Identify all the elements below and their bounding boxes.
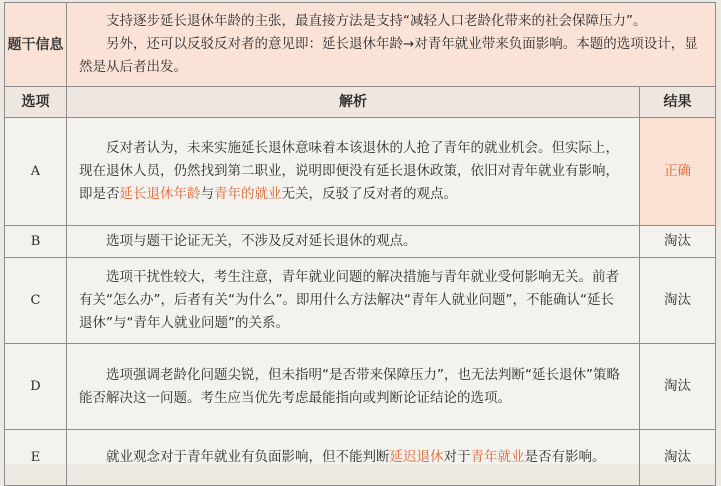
highlight-text: 青年的就业 — [214, 186, 282, 202]
highlight-text: 青年就业 — [470, 449, 525, 465]
stem-paragraph: 支持逐步延长退休年龄的主张，最直接方法是支持“减轻人口老龄化带来的社会保障压力”。 — [106, 13, 647, 29]
table-row — [5, 226, 716, 258]
analysis-cell — [67, 344, 640, 430]
analysis-text: 对于 — [443, 449, 471, 465]
header-result: 结果 — [640, 87, 716, 118]
analysis-text: 选项干扰性较大，考生注意，青年就业问题的解决措施与青年就业受何影响无关。前者有关“怎么办”，后者有关“为什么”。即用什么方法解决“青年人就业问题”，不能确认“延长退休”与“青年人就业问题”的关系。 — [79, 269, 619, 331]
header-analysis: 解析 — [67, 87, 640, 118]
table-row — [5, 344, 716, 430]
option-letter: E — [5, 430, 67, 486]
table-header — [5, 87, 716, 118]
header-option: 选项 — [5, 87, 67, 118]
analysis-cell — [67, 430, 640, 486]
result-eliminated: 淘汰 — [640, 258, 716, 344]
table-row — [5, 118, 716, 226]
stem-info — [67, 3, 716, 87]
analysis-text: 反对者认为，未来实施延长退休意味着本该退休的人抢了青年的就业机会。但实际上，现在退休人员，仍然找到第二职业，说明即便没有延长退休政策，依旧对青年就业有影响，即是否 — [79, 140, 619, 202]
analysis-cell — [67, 118, 640, 226]
answer-analysis-sheet — [4, 2, 716, 464]
option-letter: C — [5, 258, 67, 344]
analysis-cell — [67, 226, 640, 258]
analysis-cell — [67, 258, 640, 344]
stem-row — [5, 3, 716, 87]
analysis-text: 选项强调老龄化问题尖锐，但未指明“是否带来保障压力”，也无法判断“延长退休”策略能否解决这一问题。考生应当优先考虑最能指向或判断论证结论的选项。 — [79, 366, 620, 406]
option-letter: D — [5, 344, 67, 430]
analysis-text: 选项与题干论证无关，不涉及反对延长退休的观点。 — [106, 233, 417, 249]
highlight-text: 延迟退休 — [389, 449, 444, 465]
analysis-text: 是否有影响。 — [524, 449, 606, 465]
analysis-text: 无关，反驳了反对者的观点。 — [281, 186, 457, 202]
result-eliminated: 淘汰 — [640, 226, 716, 258]
result-correct: 正确 — [640, 118, 716, 226]
table-row — [5, 430, 716, 486]
analysis-text: 就业观念对于青年就业有负面影响，但不能判断 — [106, 449, 390, 465]
stem-label: 题干信息 — [5, 3, 67, 87]
analysis-text: 与 — [200, 186, 214, 202]
option-letter: B — [5, 226, 67, 258]
table-row — [5, 258, 716, 344]
analysis-table — [4, 2, 716, 486]
highlight-text: 延长退休年龄 — [119, 186, 201, 202]
option-letter: A — [5, 118, 67, 226]
stem-paragraph: 另外，还可以反驳反对者的意见即：延长退休年龄→对青年就业带来负面影响。本题的选项设计，显然是从后者出发。 — [79, 36, 698, 75]
result-eliminated: 淘汰 — [640, 344, 716, 430]
result-eliminated: 淘汰 — [640, 430, 716, 486]
